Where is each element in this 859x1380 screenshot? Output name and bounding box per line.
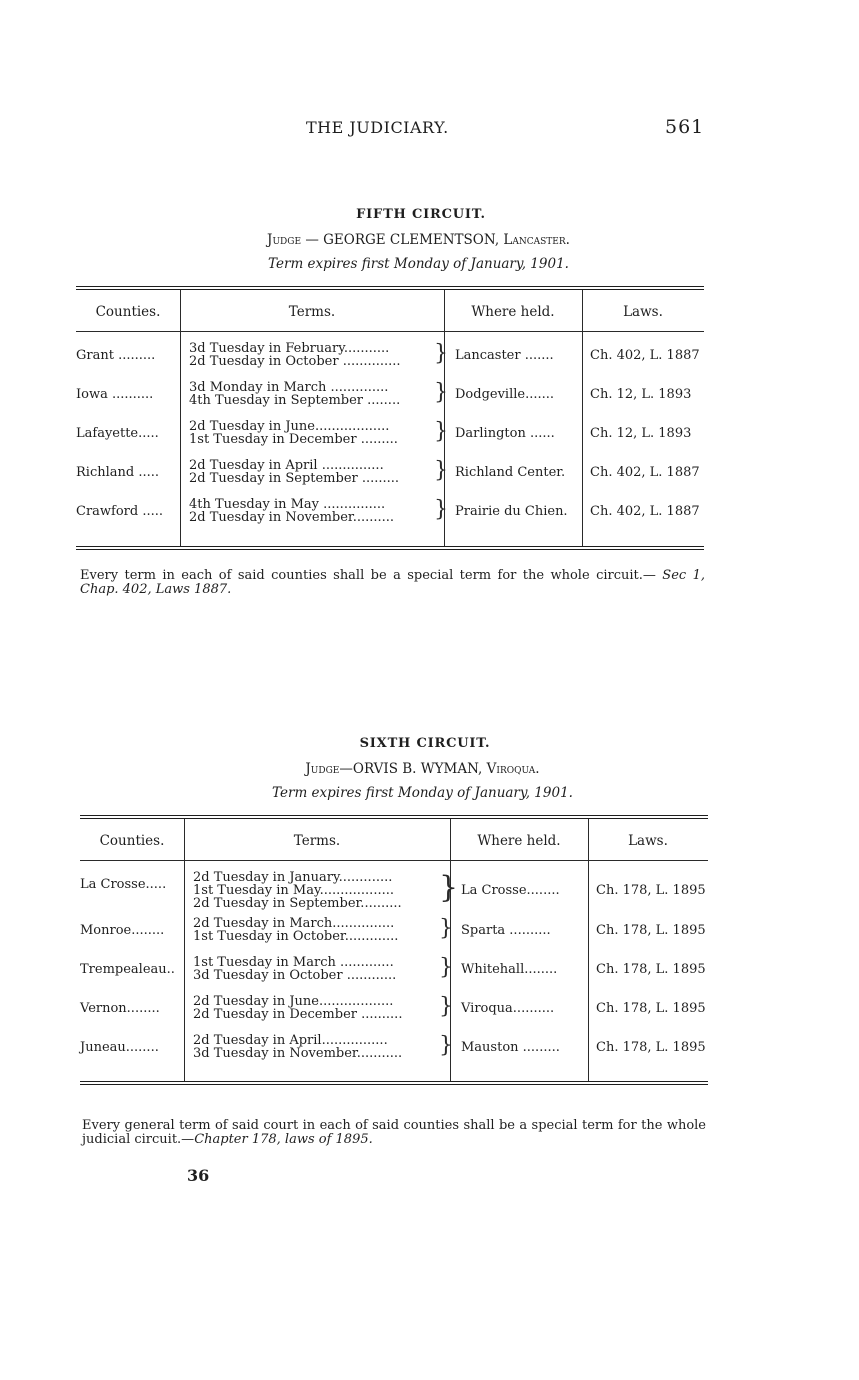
brace-glyph: } <box>434 497 448 522</box>
page-number: 561 <box>665 116 705 138</box>
table-row <box>80 917 708 956</box>
sixth-circuit-title: SIXTH CIRCUIT. <box>359 736 491 751</box>
fifth-judge-prefix: Judge <box>267 232 302 248</box>
term-date-line: 2d Tuesday in January............. <box>193 870 393 885</box>
fifth-circuit-section <box>76 207 706 550</box>
term-date-line: 2d Tuesday in March............... <box>193 916 395 931</box>
sixth-judge-place: Viroqua. <box>486 761 540 777</box>
header-underline <box>588 860 708 861</box>
law-citation: Ch. 402, L. 1887 <box>590 348 700 363</box>
brace-glyph: } <box>439 955 453 980</box>
column-header-terms: Terms. <box>293 833 341 849</box>
county-name: Crawford ..... <box>76 504 164 519</box>
header-underline <box>80 860 184 861</box>
law-citation: Ch. 12, L. 1893 <box>590 426 692 441</box>
running-head <box>0 116 859 140</box>
sixth-circuit-section <box>80 736 710 1085</box>
term-date-line: 2d Tuesday in October .............. <box>189 354 401 369</box>
law-citation: Ch. 402, L. 1887 <box>590 465 700 480</box>
term-date-line: 3d Tuesday in November........... <box>193 1046 403 1061</box>
county-name: Lafayette..... <box>76 426 159 441</box>
term-date-line: 1st Tuesday in March ............. <box>193 955 394 970</box>
table-row <box>80 995 708 1034</box>
where-held: Richland Center. <box>455 465 566 480</box>
brace-glyph: } <box>439 870 459 905</box>
term-date-line: 3d Tuesday in October ............ <box>193 968 397 983</box>
where-held: Sparta .......... <box>461 923 551 938</box>
law-citation: Ch. 178, L. 1895 <box>596 1040 706 1055</box>
county-name: Grant ......... <box>76 348 156 363</box>
where-held: La Crosse........ <box>461 883 560 898</box>
term-dates <box>193 917 398 943</box>
fifth-circuit-title: FIFTH CIRCUIT. <box>356 207 486 222</box>
brace-glyph: } <box>434 458 448 483</box>
sixth-term-expiry: Term expires first Monday of January, 1901. <box>272 785 573 801</box>
county-name: Vernon........ <box>80 1001 160 1016</box>
term-date-line: 2d Tuesday in September ......... <box>189 471 400 486</box>
sixth-note-citation: Chapter 178, laws of 1895. <box>194 1132 373 1147</box>
fifth-note-text: Every term in each of said counties shall be a special term for the whole circuit.— <box>80 568 656 583</box>
term-dates <box>189 381 400 407</box>
column-header-laws: Laws. <box>623 304 663 320</box>
law-citation: Ch. 178, L. 1895 <box>596 923 706 938</box>
term-date-line: 2d Tuesday in November.......... <box>189 510 395 525</box>
term-dates <box>193 956 396 982</box>
table-body <box>80 819 708 1081</box>
fifth-judge-place: Lancaster. <box>503 232 570 248</box>
law-citation: Ch. 178, L. 1895 <box>596 962 706 977</box>
table-row <box>76 459 704 498</box>
header-underline <box>76 331 180 332</box>
term-date-line: 1st Tuesday in October............. <box>193 929 399 944</box>
where-held: Lancaster ....... <box>455 348 554 363</box>
term-date-line: 2d Tuesday in September.......... <box>193 896 402 911</box>
column-header-counties: Counties. <box>95 304 161 320</box>
county-name: Trempealeau.. <box>80 962 175 977</box>
header-underline <box>180 331 444 332</box>
term-date-line: 2d Tuesday in December .......... <box>193 1007 403 1022</box>
where-held: Mauston ......... <box>461 1040 560 1055</box>
law-citation: Ch. 402, L. 1887 <box>590 504 700 519</box>
brace-glyph: } <box>439 916 453 941</box>
sixth-judge-line <box>135 761 710 777</box>
brace-glyph: } <box>434 419 448 444</box>
table-row <box>80 871 708 917</box>
table-rows <box>80 861 708 1073</box>
term-dates <box>189 459 399 485</box>
where-held: Whitehall........ <box>461 962 558 977</box>
column-header-where-held: Where held. <box>477 833 561 849</box>
header-underline <box>444 331 582 332</box>
county-name: Monroe........ <box>80 923 165 938</box>
term-date-line: 2d Tuesday in April................ <box>193 1033 388 1048</box>
table-body <box>76 290 704 546</box>
where-held: Viroqua.......... <box>461 1001 555 1016</box>
header-underline <box>450 860 588 861</box>
table-bottom-rule <box>76 546 704 550</box>
table-row <box>76 498 704 537</box>
county-name: Juneau........ <box>80 1040 159 1055</box>
brace-glyph: } <box>439 994 453 1019</box>
law-citation: Ch. 12, L. 1893 <box>590 387 692 402</box>
table-rows <box>76 332 704 537</box>
where-held: Darlington ...... <box>455 426 555 441</box>
law-citation: Ch. 178, L. 1895 <box>596 1001 706 1016</box>
term-dates <box>193 995 402 1021</box>
term-date-line: 1st Tuesday in December ......... <box>189 432 398 447</box>
table-row <box>76 420 704 459</box>
fifth-term-expiry: Term expires first Monday of January, 1901. <box>268 256 569 272</box>
county-name: La Crosse..... <box>80 877 167 892</box>
table-row <box>80 956 708 995</box>
running-title: THE JUDICIARY. <box>306 118 449 137</box>
term-dates <box>193 1034 402 1060</box>
table-row <box>76 342 704 381</box>
table-header-row <box>80 819 708 861</box>
term-date-line: 2d Tuesday in June.................. <box>193 994 394 1009</box>
signature-mark: 36 <box>187 1166 210 1185</box>
fifth-note-citation: Sec 1, Chap. 402, Laws 1887. <box>80 568 705 597</box>
county-name: Richland ..... <box>76 465 159 480</box>
column-header-where-held: Where held. <box>471 304 555 320</box>
fifth-judge-line <box>131 232 706 248</box>
law-citation: Ch. 178, L. 1895 <box>596 883 706 898</box>
term-dates <box>189 420 398 446</box>
column-header-counties: Counties. <box>99 833 165 849</box>
brace-glyph: } <box>434 380 448 405</box>
term-date-line: 3d Tuesday in February........... <box>189 341 390 356</box>
where-held: Dodgeville....... <box>455 387 555 402</box>
fifth-circuit-note <box>80 569 705 597</box>
column-header-terms: Terms. <box>288 304 336 320</box>
sixth-circuit-table <box>80 815 708 1085</box>
table-bottom-rule <box>80 1081 708 1085</box>
term-date-line: 3d Monday in March .............. <box>189 380 389 395</box>
table-row <box>80 1034 708 1073</box>
column-header-laws: Laws. <box>628 833 668 849</box>
term-dates <box>189 342 401 368</box>
table-header-row <box>76 290 704 332</box>
sixth-note-text: Every general term of said court in each of said counties shall be a special term for the whole judicial circuit.— <box>82 1118 706 1147</box>
county-name: Iowa .......... <box>76 387 154 402</box>
term-dates <box>189 498 394 524</box>
fifth-judge-name: — GEORGE CLEMENTSON, <box>301 232 504 248</box>
table-row <box>76 381 704 420</box>
header-underline <box>184 860 450 861</box>
where-held: Prairie du Chien. <box>455 504 568 519</box>
term-date-line: 2d Tuesday in April ............... <box>189 458 384 473</box>
term-date-line: 4th Tuesday in September ........ <box>189 393 401 408</box>
brace-glyph: } <box>434 341 448 366</box>
term-date-line: 2d Tuesday in June.................. <box>189 419 390 434</box>
fifth-circuit-table <box>76 286 704 550</box>
sixth-circuit-note <box>82 1119 706 1147</box>
sixth-judge-name: —ORVIS B. WYMAN, <box>339 761 487 777</box>
term-date-line: 1st Tuesday in May.................. <box>193 883 394 898</box>
brace-glyph: } <box>439 1033 453 1058</box>
sixth-judge-prefix: Judge <box>305 761 340 777</box>
term-dates <box>193 871 402 910</box>
header-underline <box>582 331 704 332</box>
term-date-line: 4th Tuesday in May ............... <box>189 497 386 512</box>
